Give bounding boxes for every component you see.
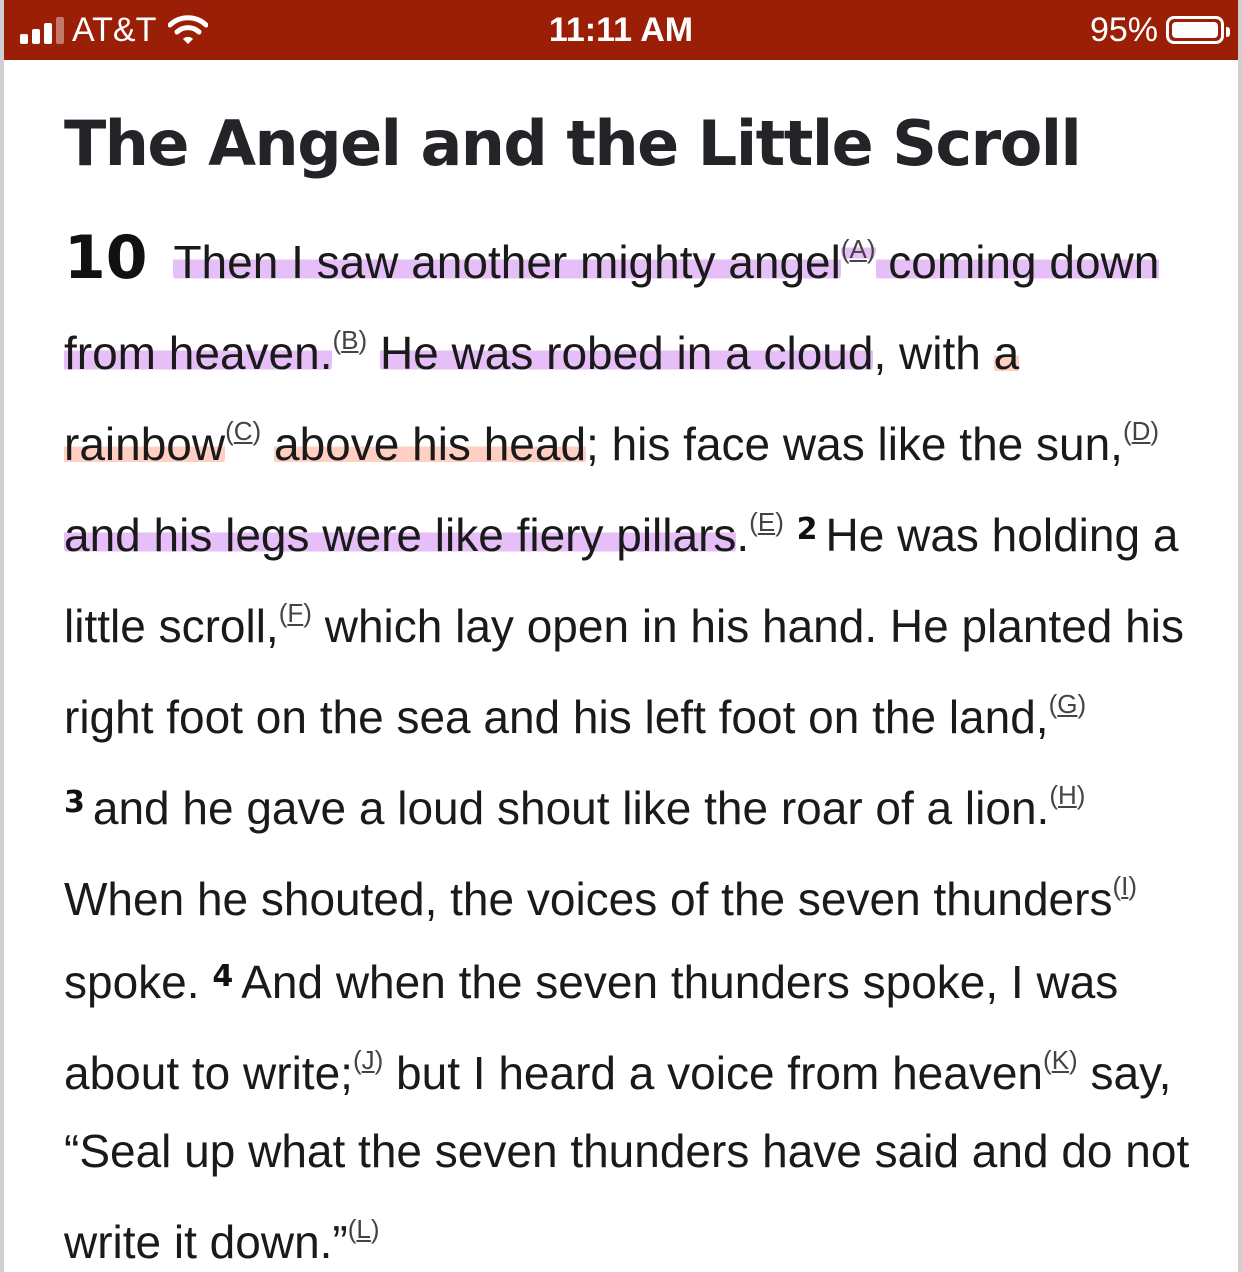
- verse-text[interactable]: say, “Seal up what the seven thunders have said and do not write it down.”: [64, 1047, 1190, 1268]
- cross-reference-k[interactable]: (K): [1043, 1045, 1078, 1075]
- verse-text[interactable]: which lay open in his hand. He planted his right foot on the sea and his left foot on the land,: [64, 600, 1184, 743]
- status-bar: [0, 0, 1242, 60]
- verse-number: 2: [796, 512, 818, 547]
- cross-reference-e[interactable]: (E): [749, 507, 784, 537]
- highlighted-text-orange[interactable]: a rainbow: [64, 327, 1020, 470]
- highlighted-text-purple[interactable]: He was robed in a cloud: [379, 327, 874, 379]
- battery-percent: 95%: [1089, 11, 1158, 49]
- highlighted-text-purple[interactable]: Then I saw another mighty angel: [173, 236, 841, 288]
- verse-text[interactable]: and he gave a loud shout like the roar of a lion.: [92, 782, 1050, 834]
- verse-text[interactable]: , with: [873, 327, 994, 379]
- status-time: 11:11 AM: [548, 11, 694, 49]
- reading-content: [64, 96, 1194, 1272]
- cross-reference-i[interactable]: (I): [1112, 871, 1138, 901]
- verse-text[interactable]: He was holding a little scroll,: [64, 509, 1179, 652]
- section-heading: The Angel and the Little Scroll: [64, 107, 1081, 180]
- verse-text[interactable]: spoke.: [64, 956, 213, 1008]
- verse-text[interactable]: ; his face was like the sun,: [586, 418, 1123, 470]
- status-right: [1090, 8, 1224, 52]
- highlighted-text-orange[interactable]: above his head: [274, 418, 587, 470]
- verse-text[interactable]: .: [736, 509, 750, 561]
- verse-number: 3: [64, 785, 85, 820]
- verse-number: 4: [212, 959, 234, 994]
- verse-text[interactable]: [784, 509, 797, 561]
- verse-text[interactable]: [261, 418, 274, 470]
- verse-text[interactable]: When he shouted, the voices of the seven thunders: [64, 873, 1113, 925]
- cross-reference-j[interactable]: (J): [352, 1045, 384, 1075]
- cross-reference-g[interactable]: (G): [1048, 689, 1087, 719]
- highlighted-text-purple[interactable]: and his legs were like fiery pillars: [64, 509, 737, 561]
- cross-reference-l[interactable]: (L): [347, 1214, 380, 1244]
- verse-text[interactable]: And when the seven thunders spoke, I was about to write;: [64, 956, 1119, 1099]
- cross-reference-h[interactable]: (H): [1049, 780, 1086, 810]
- cross-reference-c[interactable]: (C): [225, 416, 262, 446]
- passage-text[interactable]: [64, 210, 1194, 1272]
- verse-text[interactable]: but I heard a voice from heaven: [383, 1047, 1044, 1099]
- cross-reference-a[interactable]: (A): [840, 234, 876, 264]
- carrier-name: AT&T: [72, 11, 157, 49]
- cross-reference-d[interactable]: (D): [1122, 416, 1160, 446]
- battery-icon: [1166, 16, 1224, 44]
- highlighted-text-purple[interactable]: coming down from heaven.: [64, 236, 1160, 379]
- cross-reference-f[interactable]: (F): [278, 598, 312, 628]
- verse-text[interactable]: [367, 327, 380, 379]
- chapter-number: 10: [64, 223, 148, 293]
- cross-reference-b[interactable]: (B): [332, 325, 368, 355]
